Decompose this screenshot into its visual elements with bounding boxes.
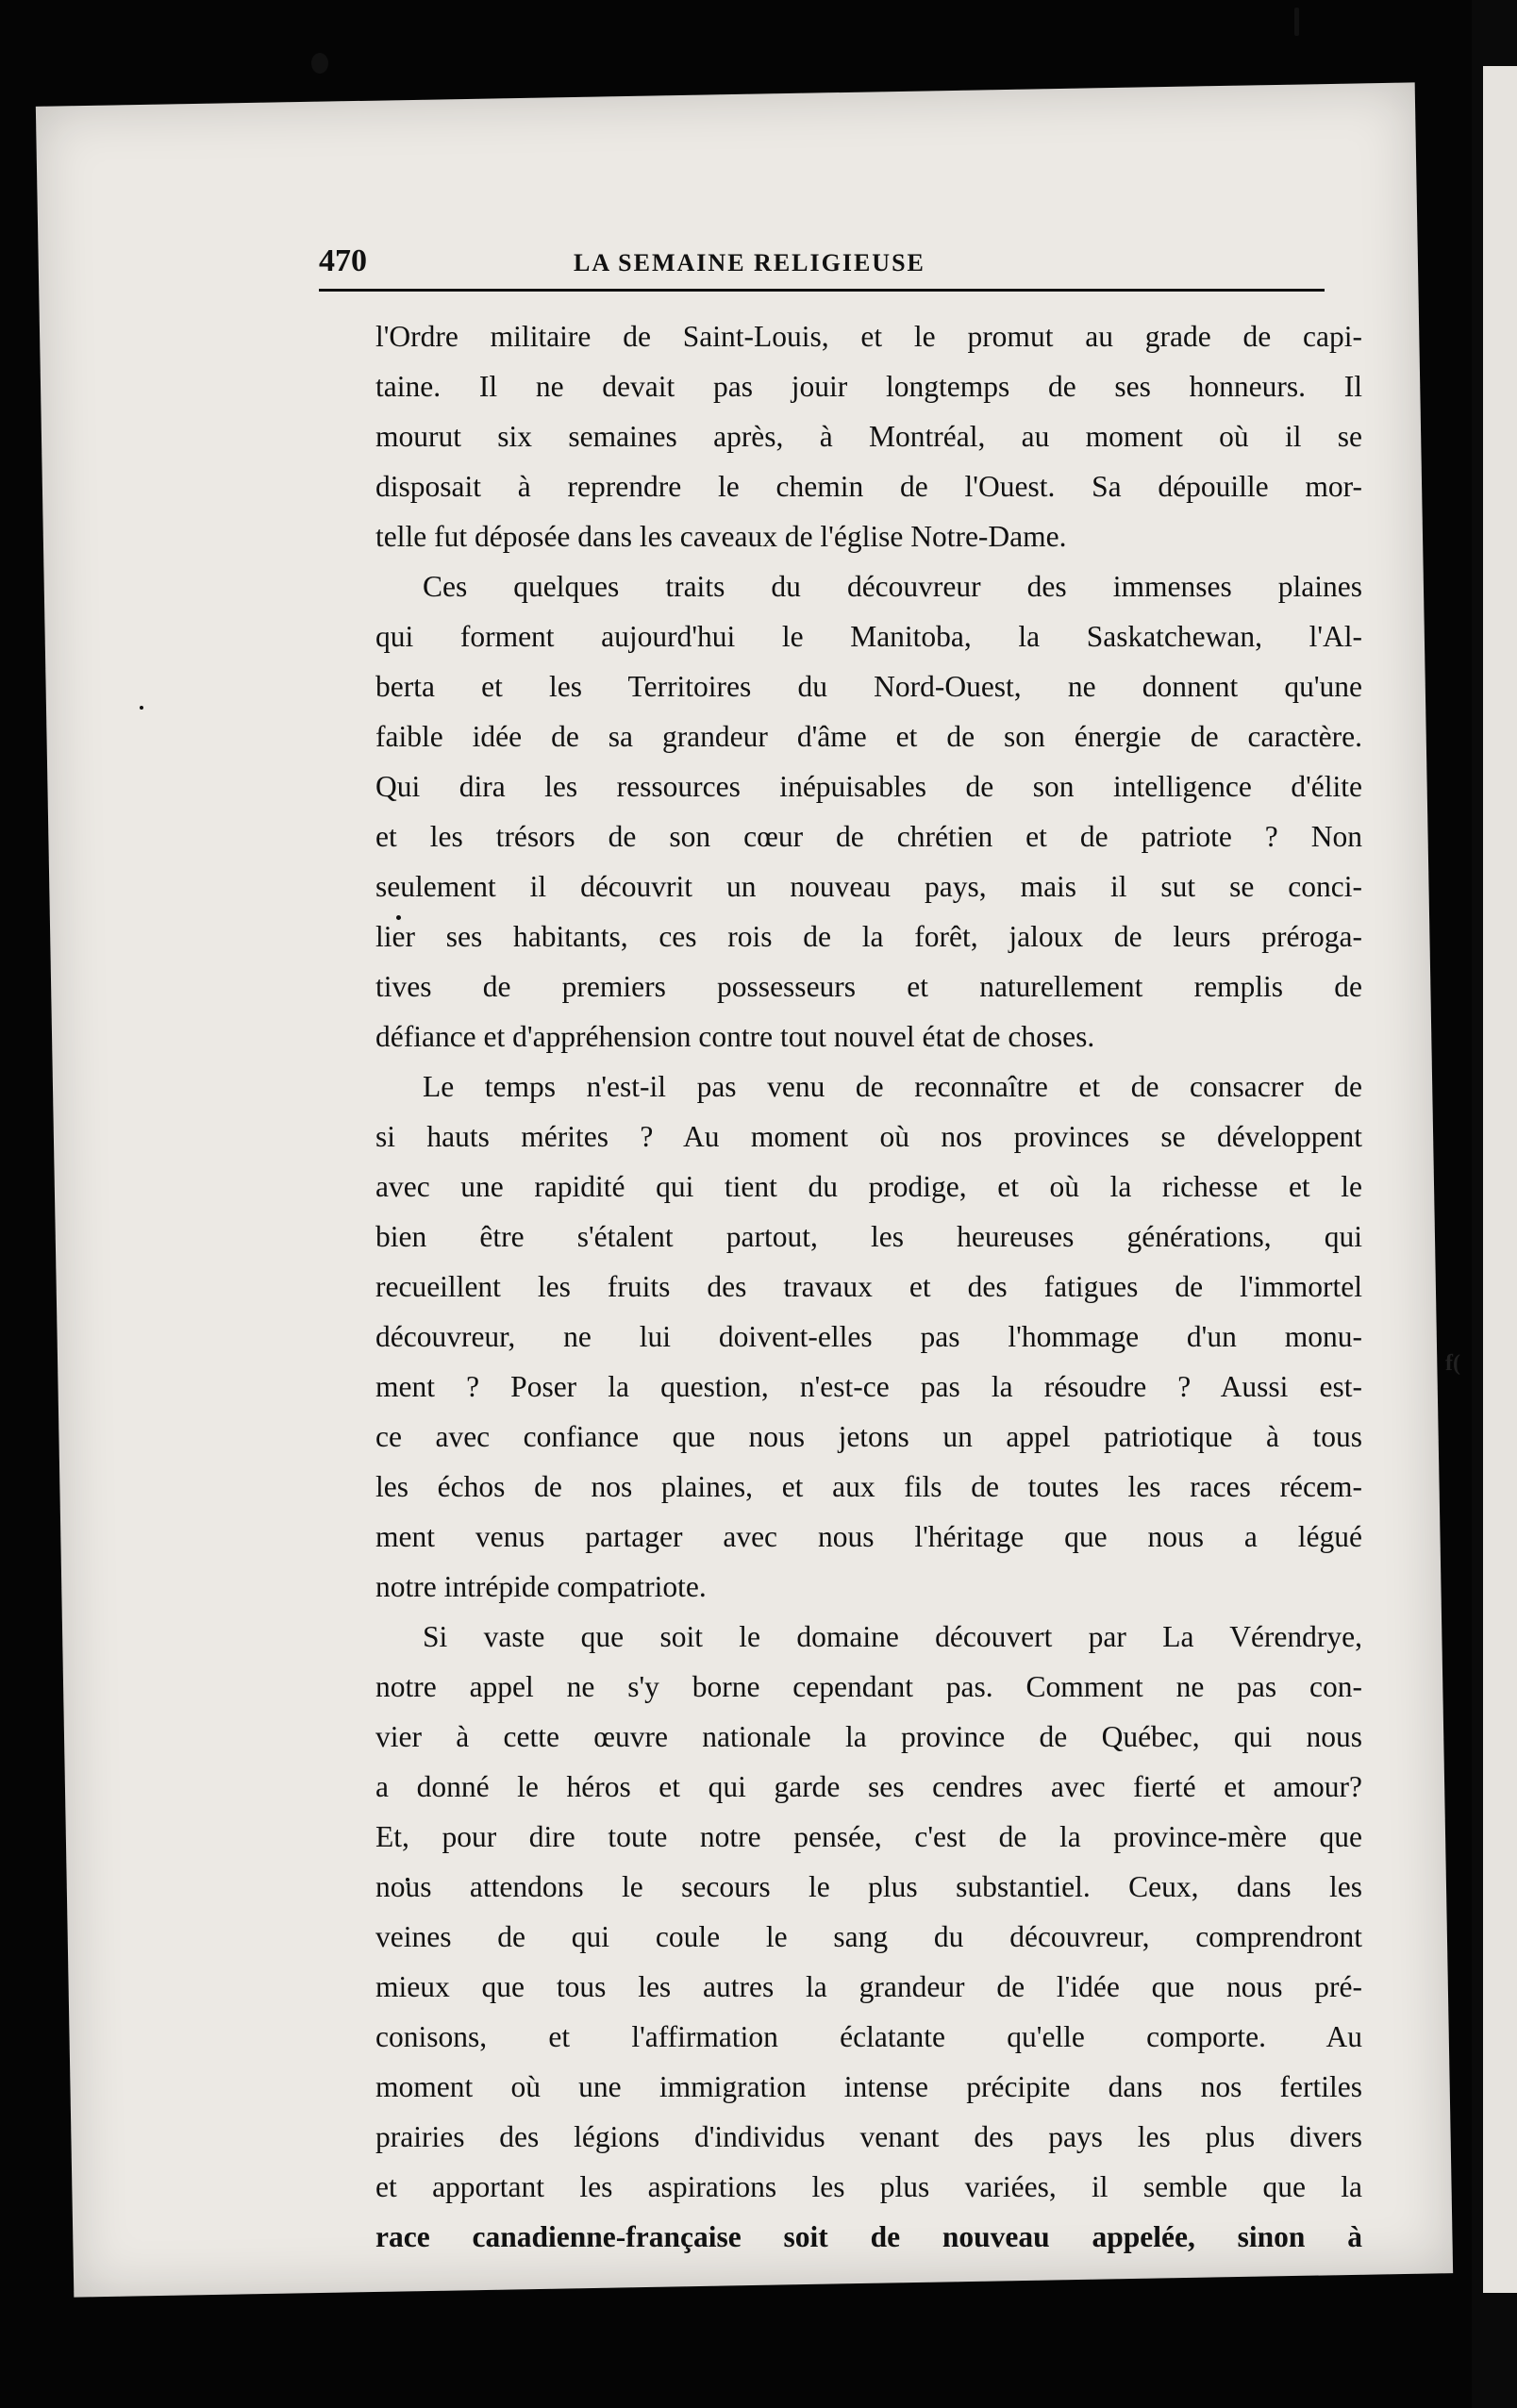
page-header [319, 243, 1325, 289]
margin-mark: f( [1445, 1351, 1460, 1376]
text-line: prairies des légions d'individus venant des pays les plus divers [375, 2120, 1362, 2153]
text-line: Et, pour dire toute notre pensée, c'est de la province-mère que [375, 1820, 1362, 1853]
dust-speck [140, 706, 143, 710]
text-line: recueillent les fruits des travaux et des fatigues de l'immortel [375, 1270, 1362, 1303]
text-line: Qui dira les ressources inépuisables de son intelligence d'élite [375, 770, 1362, 803]
text-line: découvreur, ne lui doivent-elles pas l'hommage d'un monu- [375, 1320, 1362, 1353]
text-line: mieux que tous les autres la grandeur de l'idée que nous pré- [375, 1970, 1362, 2003]
text-line: faible idée de sa grandeur d'âme et de son énergie de caractère. [375, 720, 1362, 753]
text-line: ment venus partager avec nous l'héritage que nous a légué [375, 1520, 1362, 1553]
text-line: ment ? Poser la question, n'est-ce pas la résoudre ? Aussi est- [375, 1370, 1362, 1403]
text-line: et les trésors de son cœur de chrétien et de patriote ? Non [375, 820, 1362, 853]
text-line: veines de qui coule le sang du découvreur, comprendront [375, 1920, 1362, 1953]
text-line: qui forment aujourd'hui le Manitoba, la Saskatchewan, l'Al- [375, 620, 1362, 653]
text-line: race canadienne-française soit de nouveau appelée, sinon à [375, 2220, 1362, 2253]
text-line: seulement il découvrit un nouveau pays, mais il sut se conci- [375, 870, 1362, 903]
text-line: et apportant les aspirations les plus variées, il semble que la [375, 2170, 1362, 2203]
text-line: ce avec confiance que nous jetons un appel patriotique à tous [375, 1420, 1362, 1453]
text-line: tives de premiers possesseurs et naturellement remplis de [375, 970, 1362, 1003]
text-line: vier à cette œuvre nationale la province de Québec, qui nous [375, 1720, 1362, 1753]
running-title: LA SEMAINE RELIGIEUSE [574, 249, 925, 276]
dust-speck [1294, 8, 1299, 36]
text-line: si hauts mérites ? Au moment où nos provinces se développent [375, 1120, 1362, 1153]
text-line: telle fut déposée dans les caveaux de l'église Notre-Dame. [375, 520, 1067, 553]
paragraph [375, 1612, 1362, 2262]
page-number: 470 [319, 243, 367, 278]
adjacent-page-paper [1483, 66, 1517, 2293]
text-line: Ces quelques traits du découvreur des immenses plaines [423, 570, 1362, 603]
text-line: lier ses habitants, ces rois de la forêt, jaloux de leurs préroga- [375, 920, 1362, 953]
text-line: berta et les Territoires du Nord-Ouest, ne donnent qu'une [375, 670, 1362, 703]
text-line: notre intrépide compatriote. [375, 1570, 707, 1603]
text-line: taine. Il ne devait pas jouir longtemps de ses honneurs. Il [375, 370, 1362, 403]
text-line: nous attendons le secours le plus substantiel. Ceux, dans les [375, 1870, 1362, 1903]
text-line: conisons, et l'affirmation éclatante qu'elle comporte. Au [375, 2020, 1362, 2053]
header-rule [319, 289, 1325, 292]
text-line: les échos de nos plaines, et aux fils de toutes les races récem- [375, 1470, 1362, 1503]
text-line: disposait à reprendre le chemin de l'Ouest. Sa dépouille mor- [375, 470, 1362, 503]
article-body [375, 311, 1362, 2262]
text-line: défiance et d'appréhension contre tout nouvel état de choses. [375, 1020, 1095, 1053]
paragraph [375, 1062, 1362, 1612]
paragraph [375, 561, 1362, 1062]
text-line: avec une rapidité qui tient du prodige, et où la richesse et le [375, 1170, 1362, 1203]
text-line: Si vaste que soit le domaine découvert par La Vérendrye, [423, 1620, 1362, 1653]
text-line: l'Ordre militaire de Saint-Louis, et le promut au grade de capi- [375, 320, 1362, 353]
text-line: moment où une immigration intense précipite dans nos fertiles [375, 2070, 1362, 2103]
dust-speck [311, 53, 328, 74]
text-line: mourut six semaines après, à Montréal, au moment où il se [375, 420, 1362, 453]
text-line: Le temps n'est-il pas venu de reconnaître et de consacrer de [423, 1070, 1362, 1103]
text-line: bien être s'étalent partout, les heureuses générations, qui [375, 1220, 1362, 1253]
text-line: notre appel ne s'y borne cependant pas. Comment ne pas con- [375, 1670, 1362, 1703]
text-line: a donné le héros et qui garde ses cendres avec fierté et amour? [375, 1770, 1362, 1803]
paragraph [375, 311, 1362, 561]
